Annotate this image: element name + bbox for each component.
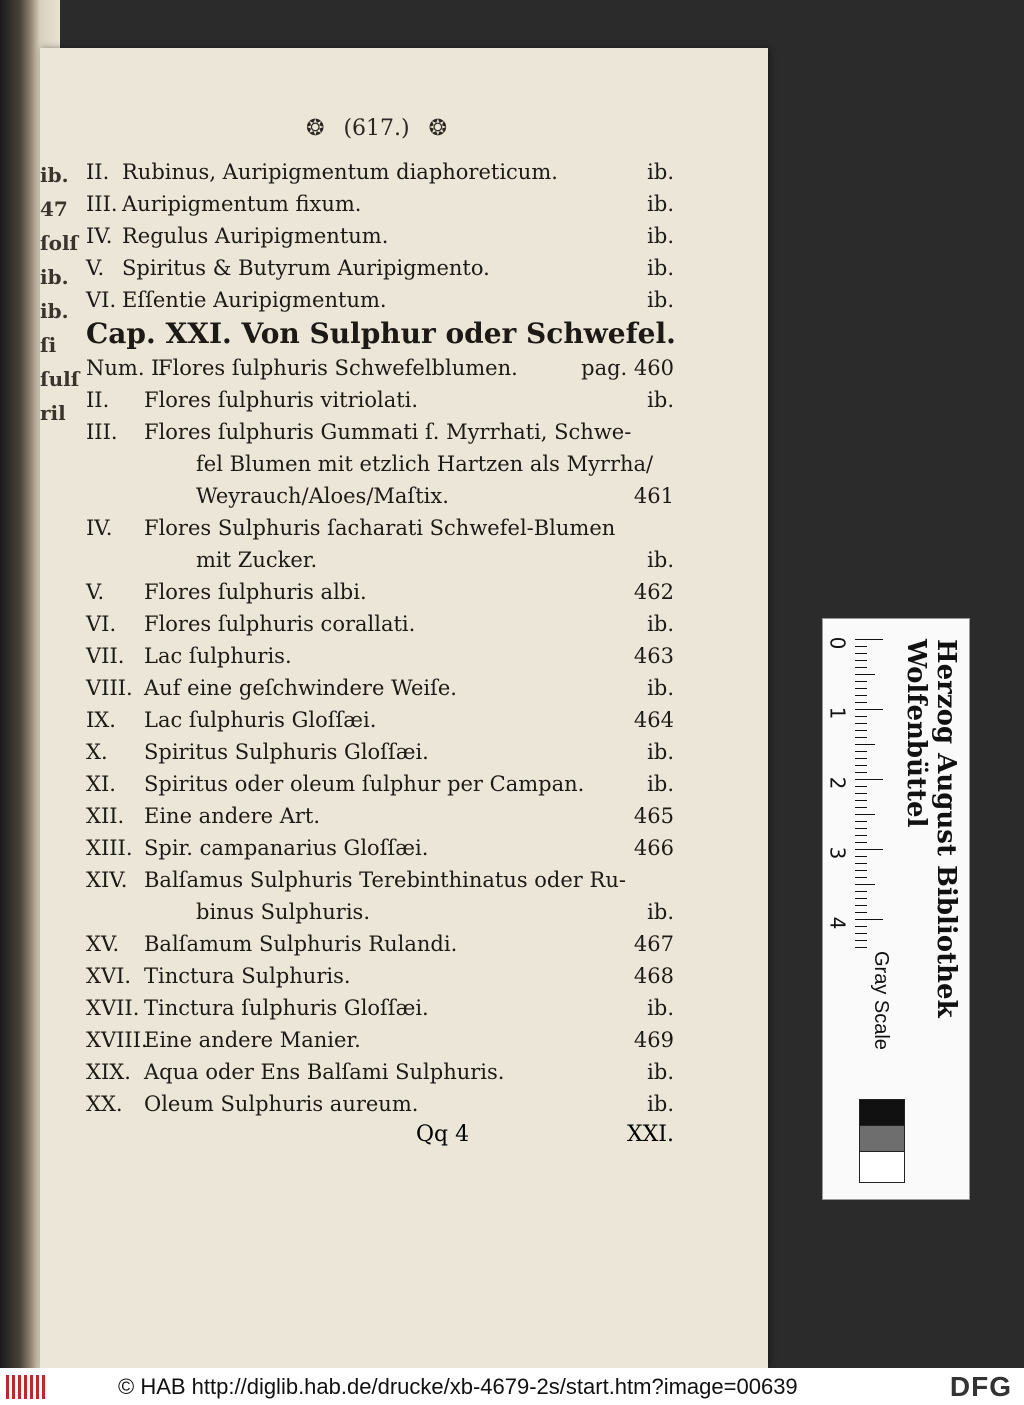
gray-swatch-light (859, 1151, 905, 1183)
index-entry (86, 188, 686, 220)
index-entry (86, 896, 686, 928)
entry-number: XV. (86, 932, 120, 956)
ruler-tick (855, 898, 867, 899)
entry-text: Spir. campanarius Gloſſæi. (144, 836, 429, 860)
entry-number: II. (86, 388, 110, 412)
signature-mark: Qq 4 (416, 1122, 470, 1147)
entry-page: ib. (647, 772, 674, 796)
entry-number: XVI. (86, 964, 132, 988)
ruler-tick (855, 800, 867, 801)
index-entry (86, 640, 686, 672)
page-number: (617.) (343, 116, 410, 141)
index-entry (86, 704, 686, 736)
entry-number: III. (86, 420, 118, 444)
ruler-tick (855, 842, 867, 843)
entry-page: ib. (647, 1060, 674, 1084)
entry-number: XIII. (86, 836, 133, 860)
barcode-icon (6, 1375, 46, 1399)
dfg-logo: DFG (949, 1371, 1012, 1402)
entry-number: XII. (86, 804, 125, 828)
ruler-tick (855, 835, 867, 836)
entry-page: ib. (647, 900, 674, 924)
entry-text: binus Sulphuris. (196, 900, 370, 924)
index-entry (86, 512, 686, 544)
ruler-tick (855, 716, 867, 717)
entry-text: Tinctura ſulphuris Gloſſæi. (144, 996, 429, 1020)
index-entry (86, 284, 686, 316)
ruler-tick (855, 814, 875, 815)
entry-text: Aqua oder Ens Balſami Sulphuris. (144, 1060, 505, 1084)
entry-text: Flores ſulphuris corallati. (144, 612, 416, 636)
ruler-tick (855, 758, 867, 759)
entry-page: 466 (633, 836, 674, 860)
ruler-tick (855, 660, 867, 661)
entry-page: ib. (647, 740, 674, 764)
entry-number: Num. I. (86, 356, 167, 380)
ruler-tick (855, 821, 867, 822)
entry-number: VII. (86, 644, 125, 668)
ruler-tick (855, 856, 867, 857)
index-entry (86, 156, 686, 188)
ruler-tick (855, 793, 867, 794)
color-scale-bar (822, 618, 970, 1200)
ruler-label: 1 (825, 706, 850, 720)
ruler-tick (855, 688, 867, 689)
ruler-tick (855, 884, 875, 885)
index-entry (86, 736, 686, 768)
entry-text: Auf eine geſchwindere Weiſe. (144, 676, 457, 700)
entry-page: ib. (647, 256, 674, 280)
entry-text: Regulus Auripigmentum. (122, 224, 389, 248)
index-entry (86, 544, 686, 576)
entry-page: ib. (647, 388, 674, 412)
ruler-tick (855, 639, 883, 640)
ruler-tick (855, 737, 867, 738)
ruler-tick (855, 765, 867, 766)
entry-page: ib. (647, 288, 674, 312)
ruler-tick (855, 919, 883, 920)
ruler-label: 4 (825, 916, 850, 930)
entry-text: Flores Sulphuris ſacharati Schwefel-Blumen (144, 516, 616, 540)
entry-text: Eſſentie Auripigmentum. (122, 288, 387, 312)
ruler-tick (855, 891, 867, 892)
entry-text: Lac ſulphuris Gloſſæi. (144, 708, 377, 732)
entry-text: Weyrauch/Aloes/Maſtix. (196, 484, 449, 508)
entry-page: ib. (647, 224, 674, 248)
entry-text: Spiritus Sulphuris Gloſſæi. (144, 740, 429, 764)
entry-text: fel Blumen mit etzlich Hartzen als Myrrha/ (196, 452, 654, 476)
ruler-tick (855, 681, 867, 682)
entry-page: 464 (633, 708, 674, 732)
entry-page: pag. 460 (581, 356, 674, 380)
entry-number: X. (86, 740, 108, 764)
ruler-tick (855, 779, 883, 780)
entry-page: 467 (633, 932, 674, 956)
entry-page: ib. (647, 548, 674, 572)
index-entry (86, 672, 686, 704)
index-entry (86, 576, 686, 608)
entry-text: Auripigmentum fixum. (122, 192, 362, 216)
entry-page: ib. (647, 612, 674, 636)
entry-text: Flores ſulphuris vitriolati. (144, 388, 419, 412)
index-text (86, 156, 686, 1120)
index-entry (86, 448, 686, 480)
ruler-tick (855, 695, 867, 696)
entry-text: Tinctura Sulphuris. (144, 964, 351, 988)
index-entry (86, 352, 686, 384)
scale-title: Herzog August Bibliothek Wolfenbüttel (901, 639, 961, 1018)
ruler-tick (855, 905, 867, 906)
index-entry (86, 220, 686, 252)
entry-page: 462 (633, 580, 674, 604)
ruler-tick (855, 828, 867, 829)
ruler-tick (855, 653, 867, 654)
entry-page: ib. (647, 996, 674, 1020)
ruler-tick (855, 849, 883, 850)
entry-page: ib. (647, 676, 674, 700)
index-entry (86, 252, 686, 284)
entry-number: IV. (86, 224, 113, 248)
entry-page: ib. (647, 160, 674, 184)
gray-scale-label: Gray Scale (870, 951, 892, 1050)
index-entry (86, 960, 686, 992)
entry-number: II. (86, 160, 110, 184)
ruler-tick (855, 863, 867, 864)
entry-number: V. (86, 580, 105, 604)
entry-page: 469 (633, 1028, 674, 1052)
index-entry (86, 864, 686, 896)
index-entry (86, 608, 686, 640)
index-entry (86, 416, 686, 448)
index-entry (86, 480, 686, 512)
ruler-tick (855, 940, 867, 941)
page-footer (86, 1122, 686, 1154)
ruler-tick (855, 926, 867, 927)
entry-page: ib. (647, 1092, 674, 1116)
entry-number: XIV. (86, 868, 128, 892)
entry-text: Spiritus & Butyrum Auripigmento. (122, 256, 490, 280)
entry-number: XI. (86, 772, 116, 796)
entry-text: Flores ſulphuris Gummati ſ. Myrrhati, Schwe- (144, 420, 632, 444)
index-entry (86, 992, 686, 1024)
ruler-tick (855, 702, 867, 703)
entry-number: XIX. (86, 1060, 131, 1084)
entry-text: Eine andere Art. (144, 804, 321, 828)
index-entry (86, 384, 686, 416)
entry-number: XVIII. (86, 1028, 148, 1052)
entry-number: VI. (86, 288, 117, 312)
ruler-tick (855, 730, 867, 731)
ruler-tick (855, 667, 867, 668)
index-entry (86, 928, 686, 960)
ruler-tick (855, 870, 867, 871)
entry-text: Eine andere Manier. (144, 1028, 361, 1052)
entry-text: Spiritus oder oleum ſulphur per Campan. (144, 772, 585, 796)
entry-number: V. (86, 256, 105, 280)
margin-fragments: ib. 47 ſolſ ib. ib. ſi ſulſ ril (40, 163, 80, 425)
entry-number: IV. (86, 516, 113, 540)
entry-number: XX. (86, 1092, 123, 1116)
page-header (300, 116, 453, 141)
ruler-tick (855, 723, 867, 724)
entry-page: 463 (633, 644, 674, 668)
ornament-left-icon: ❂ (306, 116, 325, 141)
entry-number: VIII. (86, 676, 133, 700)
ruler-tick (855, 646, 867, 647)
ruler-tick (855, 947, 867, 948)
entry-page: ib. (647, 192, 674, 216)
entry-text: Lac ſulphuris. (144, 644, 292, 668)
footer-bar (0, 1368, 1024, 1405)
index-entry (86, 800, 686, 832)
entry-text: Balſamum Sulphuris Rulandi. (144, 932, 458, 956)
entry-page: 468 (633, 964, 674, 988)
entry-text: Oleum Sulphuris aureum. (144, 1092, 419, 1116)
ruler-tick (855, 772, 867, 773)
ruler-label: 0 (825, 636, 850, 650)
ruler-label: 3 (825, 846, 850, 860)
entry-number: III. (86, 192, 118, 216)
entry-page: 465 (633, 804, 674, 828)
entry-text: Balſamus Sulphuris Terebinthinatus oder Ru- (144, 868, 626, 892)
ruler-tick (855, 674, 875, 675)
ruler-tick (855, 933, 867, 934)
ruler-tick (855, 709, 883, 710)
entry-number: XVII. (86, 996, 140, 1020)
entry-text: Rubinus, Auripigmentum diaphoreticum. (122, 160, 558, 184)
source-url[interactable]: © HAB http://diglib.hab.de/drucke/xb-4679-2s/start.htm?image=00639 (118, 1374, 798, 1399)
index-entry (86, 832, 686, 864)
ornament-right-icon: ❂ (428, 116, 448, 141)
ruler-tick (855, 912, 867, 913)
index-entry (86, 1056, 686, 1088)
ruler-tick (855, 751, 867, 752)
chapter-heading: Cap. XXI. Von Sulphur oder Schwefel. (86, 317, 676, 350)
ruler-tick (855, 744, 875, 745)
entry-number: IX. (86, 708, 116, 732)
ruler-label: 2 (825, 776, 850, 790)
entry-text: Flores ſulphuris albi. (144, 580, 367, 604)
entry-text: mit Zucker. (196, 548, 318, 572)
index-entry (86, 1088, 686, 1120)
index-entry (86, 1024, 686, 1056)
ruler-tick (855, 877, 867, 878)
entry-text: Flores ſulphuris Schwefelblumen. (158, 356, 518, 380)
entry-number: VI. (86, 612, 117, 636)
ruler-tick (855, 807, 867, 808)
entry-page: 461 (633, 484, 674, 508)
ruler-tick (855, 786, 867, 787)
index-entry (86, 768, 686, 800)
catchword: XXI. (626, 1122, 674, 1147)
